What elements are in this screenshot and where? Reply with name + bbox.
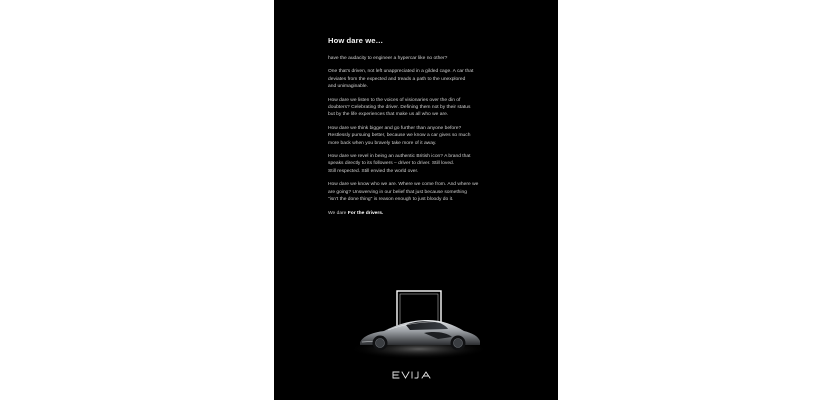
paragraph-1: have the audacity to engineer a hypercar like no other?	[328, 56, 448, 61]
poster	[274, 0, 558, 400]
hypercar-side-view-icon	[344, 285, 494, 365]
paragraph-3: How dare we listen to the voices of visionaries over the din of doubters? Celebrating the driver. Defining them not by their status but by the life experiences that make us all who we are.	[328, 97, 471, 118]
evija-wordmark-icon	[392, 370, 438, 380]
poster-copy	[328, 36, 524, 223]
paragraph-6: How dare we know who we are. Where we come from. And where we are going? Unswerving in our belief that just because something "isn't the done thing" is reason enough to just bloody do it.	[328, 182, 479, 203]
paragraph-5: How dare we revel in being an authentic British icon? A brand that speaks directly to its followers – driver to driver. Still loved. Still respected. Still envied the world over.	[328, 154, 471, 174]
paragraph-2: One that's driven, not left unappreciated in a gilded cage. A car that deviates from the expected and treads a path to the unexplored and unimaginable.	[328, 69, 474, 90]
closing-line	[328, 210, 524, 217]
paragraph-4: How dare we think bigger and go further than anyone before? Restlessly pursuing better, because we know a car gives so much more back when you bravely take more of it away.	[328, 125, 471, 146]
closing-prefix: We dare	[328, 210, 348, 216]
closing-tagline: For the drivers.	[347, 210, 384, 216]
headline: How dare we…	[328, 36, 384, 45]
